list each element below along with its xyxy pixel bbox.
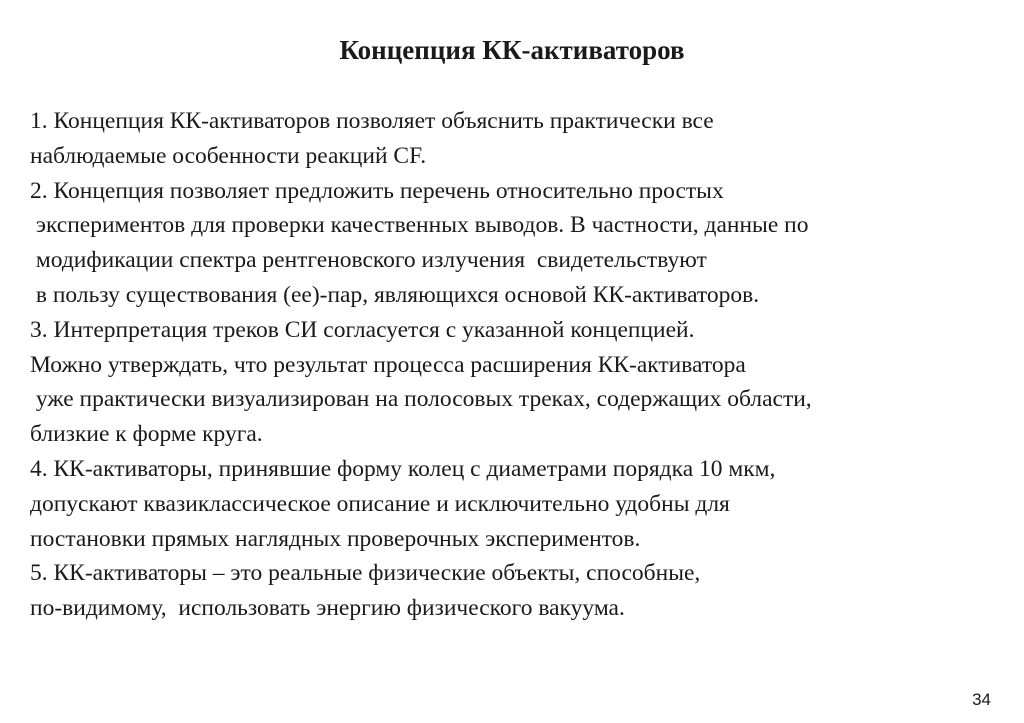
slide-body [30,104,1010,626]
body-line: Можно утверждать, что результат процесса расширения КК-активатора [30,351,746,378]
body-line: 5. КК-активаторы – это реальные физические объекты, способные, [30,560,701,587]
body-line: в пользу существования (ее)-пар, являющихся основой КК-активаторов. [30,281,760,308]
body-line: 1. Концепция КК-активаторов позволяет объяснить практически все [30,108,714,134]
body-line: 2. Концепция позволяет предложить перечень относительно простых [30,177,724,204]
page-number: 34 [972,690,991,709]
body-line: допускают квазиклассическое описание и исключительно удобны для [30,490,730,517]
body-line: уже практически визуализирован на полосовых треках, содержащих области, [30,386,812,413]
body-line: 4. КК-активаторы, принявшие форму колец с диаметрами порядка 10 мкм, [30,455,776,482]
body-line: модификации спектра рентгеновского излучения свидетельствуют [30,247,707,274]
body-line: постановки прямых наглядных проверочных экспериментов. [30,525,641,552]
body-line: экспериментов для проверки качественных выводов. В частности, данные по [30,212,809,239]
slide-title: Концепция КК-активаторов [339,35,685,65]
body-line: близкие к форме круга. [30,421,263,448]
body-line: 3. Интерпретация треков СИ согласуется с указанной концепцией. [30,316,695,343]
body-line: наблюдаемые особенности реакций CF. [30,142,427,169]
body-line: по-видимому, использовать энергию физического вакуума. [30,595,625,622]
